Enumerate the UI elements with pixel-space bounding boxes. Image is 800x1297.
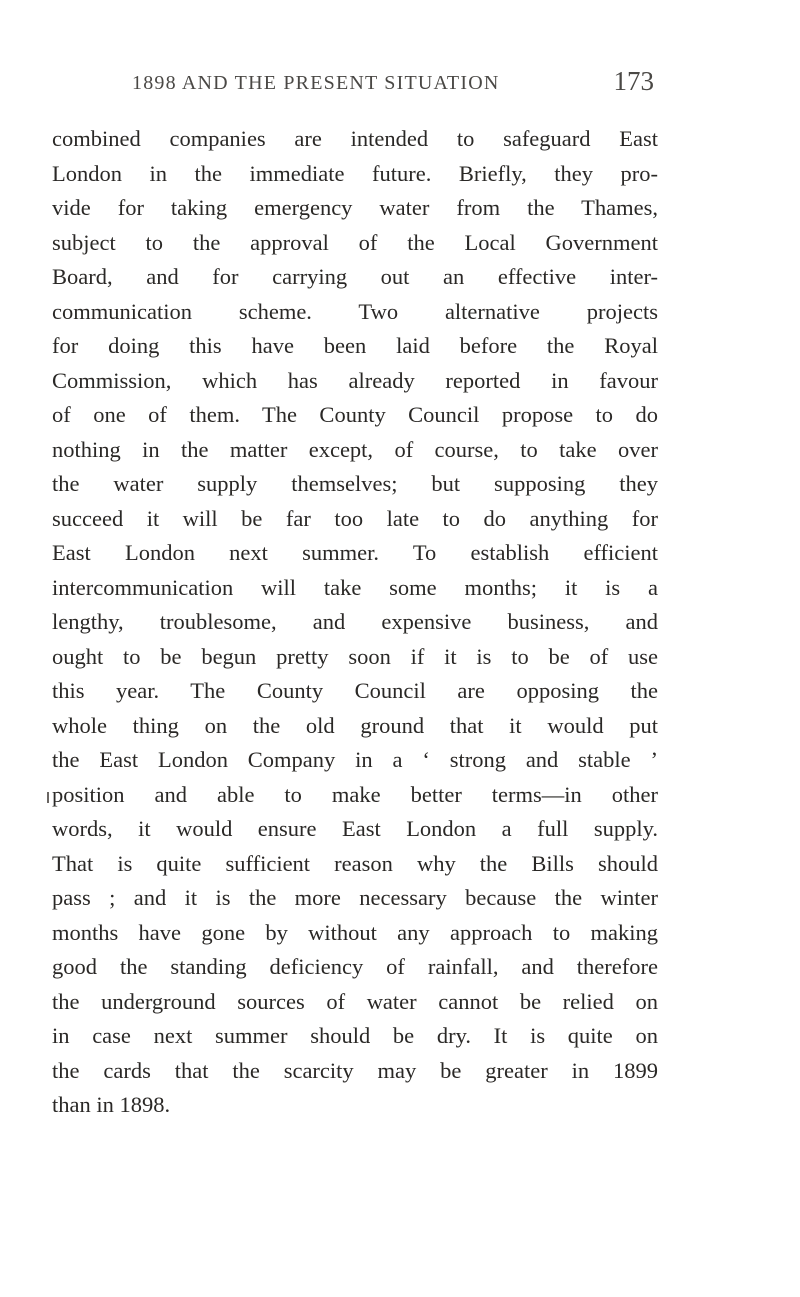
ink-speck xyxy=(47,792,49,803)
text-line: the East London Company in a ‘ strong and stable ’ xyxy=(52,747,658,772)
text-line: words, it would ensure East London a full supply. xyxy=(52,816,658,841)
text-line: of one of them. The County Council propose to do xyxy=(52,402,658,427)
text-line: communication scheme. Two alternative projects xyxy=(52,298,658,324)
text-line: good the standing deficiency of rainfall, and therefore xyxy=(52,954,658,979)
text-line: in case next summer should be dry. It is quite on xyxy=(52,1023,658,1048)
running-head xyxy=(132,66,654,100)
text-line: succeed it will be far too late to do anything for xyxy=(52,505,658,531)
text-line: lengthy, troublesome, and expensive business, and xyxy=(52,609,658,634)
text-line: this year. The County Council are opposing the xyxy=(52,678,658,703)
text-line: subject to the approval of the Local Government xyxy=(52,229,658,255)
text-line: the water supply themselves; but supposing they xyxy=(52,471,658,496)
page-number: 173 xyxy=(613,66,654,96)
text-line: That is quite sufficient reason why the Bills should xyxy=(52,850,658,876)
text-line: Board, and for carrying out an effective inter- xyxy=(52,264,658,289)
text-line: whole thing on the old ground that it would put xyxy=(52,712,658,738)
text-line: pass ; and it is the more necessary because the winter xyxy=(52,885,658,910)
text-line: intercommunication will take some months; it is a xyxy=(52,574,658,600)
text-line: Commission, which has already reported in favour xyxy=(52,367,658,393)
running-title: 1898 AND THE PRESENT SITUATION xyxy=(132,72,500,94)
text-line: months have gone by without any approach to making xyxy=(52,919,658,945)
text-line: nothing in the matter except, of course, to take over xyxy=(52,436,658,462)
text-line: the underground sources of water cannot be relied on xyxy=(52,988,658,1014)
text-line: East London next summer. To establish efficient xyxy=(52,540,658,565)
body-paragraph xyxy=(52,122,658,1123)
text-line: ought to be begun pretty soon if it is to be of use xyxy=(52,643,658,669)
text-line: vide for taking emergency water from the Thames, xyxy=(52,195,658,220)
text-line: for doing this have been laid before the Royal xyxy=(52,333,658,358)
text-line: than in 1898. xyxy=(52,1092,171,1117)
text-line: position and able to make better terms—in other xyxy=(52,781,658,807)
text-line: the cards that the scarcity may be greater in 1899 xyxy=(52,1057,658,1083)
text-line: London in the immediate future. Briefly, they pro- xyxy=(52,160,658,186)
text-line: combined companies are intended to safeguard East xyxy=(52,126,658,151)
